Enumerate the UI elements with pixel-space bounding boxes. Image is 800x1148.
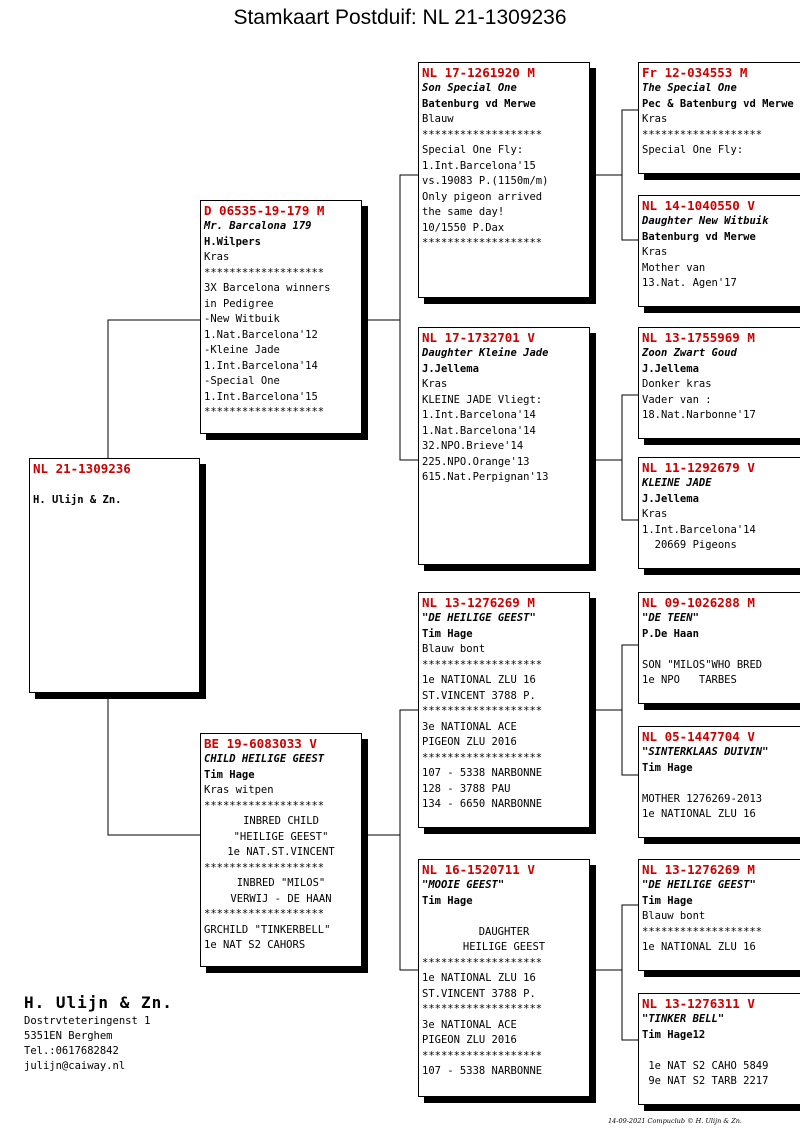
card-line: Kras — [642, 246, 668, 258]
card-great-grandparent-1[interactable] — [638, 62, 800, 174]
card-line: ST.VINCENT 3788 P. — [422, 987, 536, 1000]
card-line: in Pedigree — [204, 297, 274, 310]
card-great-grandparent-2[interactable] — [638, 195, 800, 307]
pigeon-name: "MOOIE GEEST" — [422, 879, 505, 891]
card-line: 134 - 6650 NARBONNE — [422, 798, 543, 810]
card-line: 107 - 5338 NARBONNE — [422, 1065, 543, 1077]
card-great-grandparent-5[interactable] — [638, 592, 800, 704]
card-line: 1e NATIONAL ZLU 16 — [422, 972, 536, 984]
owner-name: Tim Hage — [422, 894, 473, 907]
pigeon-name: Daughter New Witbuik — [642, 215, 769, 227]
owner-name: Batenburg vd Merwe — [422, 97, 536, 110]
breeder-phone: Tel.:0617682842 — [24, 1045, 119, 1057]
card-line: 128 - 3788 PAU — [422, 782, 511, 795]
card-line: Kras — [204, 251, 230, 263]
card-line: the same day! — [422, 206, 505, 218]
card-line: ******************* — [204, 406, 325, 418]
owner-name: Tim Hage — [422, 627, 473, 640]
card-line: 1e NAT S2 CAHORS — [204, 939, 306, 951]
breeder-city: 5351EN Berghem — [24, 1030, 113, 1042]
ring-number: NL 11-1292679 V — [642, 460, 755, 475]
ring-number: D 06535-19-179 M — [204, 203, 325, 218]
card-line: 225.NPO.Orange'13 — [422, 455, 530, 468]
card-line: Vader van : — [642, 393, 712, 406]
card-line: HEILIGE GEEST — [462, 941, 546, 953]
breeder-street: Dostrvteteringenst 1 — [24, 1015, 151, 1027]
card-line: ******************* — [204, 799, 325, 812]
card-line — [642, 642, 800, 658]
pigeon-name: The Special One — [642, 82, 737, 94]
owner-name: Tim Hage12 — [642, 1028, 706, 1041]
ring-number: NL 14-1040550 V — [642, 198, 755, 213]
breeder-email: julijn@caiway.nl — [24, 1060, 126, 1072]
card-line: Blauw — [422, 113, 454, 125]
card-line: ******************* — [642, 128, 763, 141]
owner-name: Tim Hage — [642, 894, 693, 907]
card-line: KLEINE JADE Vliegt: — [422, 393, 543, 406]
owner-name: Tim Hage — [204, 768, 255, 781]
card-line: 10/1550 P.Dax — [422, 221, 505, 234]
card-line — [642, 776, 800, 792]
ring-number: NL 13-1276269 M — [642, 862, 755, 877]
card-line: 3e NATIONAL ACE — [422, 720, 517, 733]
card-line: Mother van — [642, 261, 706, 274]
card-line: 1.Int.Barcelona'15 — [422, 159, 536, 172]
pigeon-name: "DE HEILIGE GEEST" — [422, 612, 536, 624]
card-line: 1.Int.Barcelona'14 — [204, 359, 318, 372]
pigeon-name: "SINTERKLAAS DUIVIN" — [642, 746, 769, 758]
card-line: VERWIJ - DE HAAN — [230, 892, 332, 905]
card-line: GRCHILD "TINKERBELL" — [204, 923, 331, 936]
page-title: Stamkaart Postduif: NL 21-1309236 — [233, 6, 567, 29]
card-line: Special One Fly: — [642, 144, 744, 156]
card-line: 20669 Pigeons — [642, 539, 737, 551]
card-line: 1e NATIONAL ZLU 16 — [422, 674, 536, 686]
pigeon-name: Zoon Zwart Goud — [642, 347, 737, 359]
card-great-grandparent-8[interactable] — [638, 993, 800, 1105]
card-line: Kras — [422, 378, 448, 390]
card-great-grandparent-6[interactable] — [638, 726, 800, 838]
card-great-grandparent-7[interactable] — [638, 859, 800, 971]
card-line: 1e NPO TARBES — [642, 674, 737, 686]
ring-number: BE 19-6083033 V — [204, 736, 317, 751]
owner-name: J.Jellema — [642, 362, 699, 375]
ring-number: Fr 12-034553 M — [642, 65, 748, 80]
card-line: "HEILIGE GEEST" — [233, 830, 329, 843]
card-line: ******************* — [422, 705, 543, 717]
owner-name: Batenburg vd Merwe — [642, 230, 756, 243]
card-line: ******************* — [204, 266, 325, 279]
card-line: ******************* — [422, 658, 543, 671]
card-line: Donker kras — [642, 378, 712, 390]
card-line: -New Witbuik — [204, 313, 280, 325]
card-line: 1.Nat.Barcelona'14 — [422, 424, 536, 437]
card-great-grandparent-3[interactable] — [638, 327, 800, 439]
card-line: -Kleine Jade — [204, 344, 280, 356]
card-line: ******************* — [422, 1003, 543, 1015]
card-line: Kras — [642, 113, 668, 125]
card-line: ******************* — [204, 908, 325, 920]
card-line — [642, 1043, 800, 1059]
card-line: H. Ulijn & Zn. — [33, 493, 122, 506]
owner-name: J.Jellema — [642, 492, 699, 505]
pigeon-name: "DE HEILIGE GEEST" — [642, 879, 756, 891]
ring-number: NL 05-1447704 V — [642, 729, 755, 744]
card-line: 1e NAT.ST.VINCENT — [227, 846, 335, 858]
card-line: PIGEON ZLU 2016 — [422, 736, 517, 748]
card-great-grandparent-4[interactable] — [638, 457, 800, 569]
card-line: Blauw bont — [422, 643, 486, 655]
pigeon-name: CHILD HEILIGE GEEST — [204, 753, 325, 765]
card-line: 615.Nat.Perpignan'13 — [422, 471, 549, 483]
card-sire-sire[interactable] — [418, 62, 590, 298]
card-line: 1.Int.Barcelona'14 — [642, 523, 756, 536]
card-line: ******************* — [642, 925, 763, 938]
ring-number: NL 13-1755969 M — [642, 330, 755, 345]
ring-number: NL 17-1261920 M — [422, 65, 535, 80]
owner-name: P.De Haan — [642, 627, 699, 640]
card-line: Kras witpen — [204, 784, 274, 796]
card-line: 107 - 5338 NARBONNE — [422, 767, 543, 779]
card-line: ******************* — [422, 956, 543, 969]
pigeon-name: Mr. Barcalona 179 — [204, 220, 312, 232]
owner-name: Tim Hage — [642, 761, 693, 774]
card-line: Special One Fly: — [422, 144, 524, 156]
ring-number: NL 16-1520711 V — [422, 862, 535, 877]
card-subject[interactable] — [29, 458, 200, 693]
ring-number: NL 13-1276269 M — [422, 595, 535, 610]
card-line: ST.VINCENT 3788 P. — [422, 689, 536, 702]
card-line: 1e NAT S2 CAHO 5849 — [642, 1059, 769, 1072]
card-line: Only pigeon arrived — [422, 190, 543, 203]
card-line: 1.Int.Barcelona'14 — [422, 409, 536, 421]
card-dam-dam[interactable] — [418, 859, 590, 1097]
card-line: 1e NATIONAL ZLU 16 — [642, 941, 756, 953]
pigeon-name: Son Special One — [422, 82, 517, 94]
card-line: 13.Nat. Agen'17 — [642, 277, 737, 289]
owner-name: Pec & Batenburg vd Merwe — [642, 97, 794, 110]
card-line: 1.Nat.Barcelona'12 — [204, 328, 318, 341]
pigeon-name: "DE TEEN" — [642, 612, 699, 624]
ring-number: NL 13-1276311 V — [642, 996, 755, 1011]
card-line: 18.Nat.Narbonne'17 — [642, 409, 756, 421]
card-sire-dam[interactable] — [418, 327, 590, 565]
card-line: ******************* — [204, 861, 325, 874]
card-line: ******************* — [422, 751, 543, 764]
card-line: 9e NAT S2 TARB 2217 — [642, 1075, 769, 1087]
card-line: ******************* — [422, 237, 543, 249]
card-line: DAUGHTER — [478, 925, 530, 938]
card-line: MOTHER 1276269-2013 — [642, 792, 763, 805]
card-line: PIGEON ZLU 2016 — [422, 1034, 517, 1046]
pigeon-name: KLEINE JADE — [642, 477, 712, 489]
card-dam[interactable] — [200, 733, 362, 967]
card-line: ******************* — [422, 1049, 543, 1062]
card-line: Blauw bont — [642, 910, 706, 922]
card-line: INBRED "MILOS" — [236, 877, 326, 889]
owner-name: J.Jellema — [422, 362, 479, 375]
card-line: ******************* — [422, 128, 543, 141]
card-dam-sire[interactable] — [418, 592, 590, 828]
pigeon-name: "TINKER BELL" — [642, 1013, 725, 1025]
breeder-name: H. Ulijn & Zn. — [24, 993, 173, 1012]
owner-name: H.Wilpers — [204, 235, 261, 248]
card-line: 32.NPO.Brieve'14 — [422, 440, 524, 452]
card-line: Kras — [642, 508, 668, 520]
footer-credit: 14-09-2021 Compuclub © H. Ulijn & Zn. — [608, 1117, 742, 1125]
card-line: 1e NATIONAL ZLU 16 — [642, 808, 756, 820]
breeder-address — [24, 992, 173, 1074]
card-line: INBRED CHILD — [243, 815, 319, 827]
card-line: 1.Int.Barcelona'15 — [204, 390, 318, 403]
card-line — [422, 909, 586, 925]
card-line: 3X Barcelona winners — [204, 282, 331, 294]
card-line: 3e NATIONAL ACE — [422, 1018, 517, 1031]
ring-number: NL 09-1026288 M — [642, 595, 755, 610]
card-line — [33, 477, 196, 493]
card-line: SON "MILOS"WHO BRED — [642, 658, 763, 671]
card-sire[interactable] — [200, 200, 362, 434]
ring-number: NL 21-1309236 — [33, 461, 131, 476]
ring-number: NL 17-1732701 V — [422, 330, 535, 345]
card-line: vs.19083 P.(1150m/m) — [422, 175, 549, 187]
card-line: -Special One — [204, 375, 280, 387]
pigeon-name: Daughter Kleine Jade — [422, 347, 549, 359]
